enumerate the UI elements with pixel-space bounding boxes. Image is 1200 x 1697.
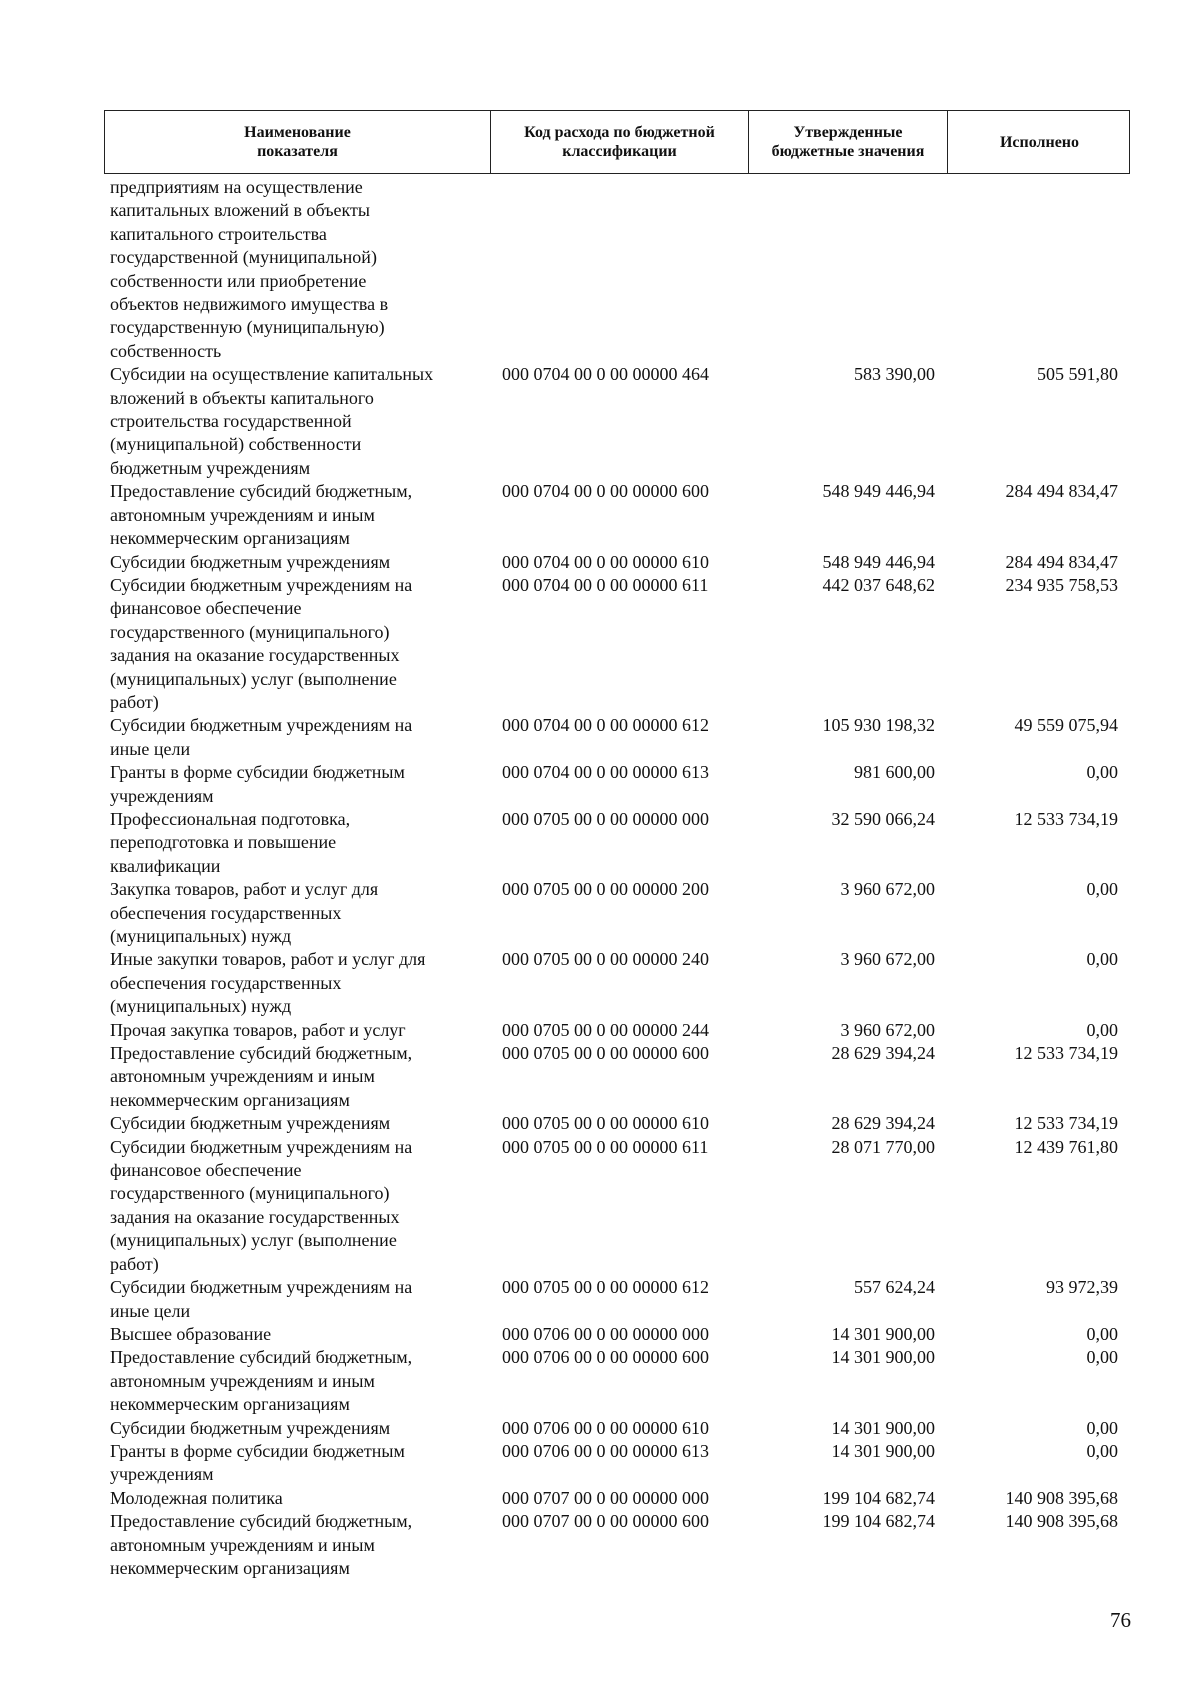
row-name: Закупка товаров, работ и услуг для обеспечения государственных (муниципальных) нужд [110,879,379,946]
row-executed: 49 559 075,94 [1014,715,1118,736]
table-row [104,1346,1130,1416]
table-row [104,714,1130,761]
row-approved: 442 037 648,62 [822,574,935,595]
row-code: 000 0705 00 0 00 00000 612 [502,1277,709,1298]
table-row [104,808,1130,878]
row-executed: 234 935 758,53 [1005,574,1118,595]
table-row [104,480,1130,550]
table-body [104,176,1130,1580]
row-executed [947,176,1130,363]
row-name: Субсидии бюджетным учреждениям на иные цели [110,1277,413,1321]
row-approved: 548 949 446,94 [822,551,935,572]
row-code: 000 0705 00 0 00 00000 000 [502,808,709,829]
row-name: Прочая закупка товаров, работ и услуг [110,1019,406,1040]
row-executed: 505 591,80 [1037,364,1118,385]
header-executed: Исполнено [999,133,1080,151]
row-code: 000 0704 00 0 00 00000 613 [502,762,709,783]
row-name: Субсидии бюджетным учреждениям [110,1113,391,1134]
row-approved: 14 301 900,00 [831,1417,935,1438]
row-code: 000 0705 00 0 00 00000 611 [502,1136,709,1157]
row-approved [748,176,947,363]
page-number: 76 [1110,1608,1131,1632]
row-approved: 14 301 900,00 [831,1323,935,1344]
table-row [104,1042,1130,1112]
row-name: Высшее образование [110,1323,272,1344]
row-code: 000 0707 00 0 00 00000 000 [502,1487,709,1508]
table-row [104,1112,1130,1135]
row-executed: 0,00 [1086,762,1118,783]
row-name: Предоставление субсидий бюджетным, автономным учреждениям и иным некоммерческим организациям [110,1043,413,1110]
row-approved: 583 390,00 [854,364,935,385]
row-code: 000 0706 00 0 00 00000 613 [502,1440,709,1461]
row-approved: 199 104 682,74 [822,1511,935,1532]
table-row [104,1019,1130,1042]
row-approved: 3 960 672,00 [840,949,935,970]
table-row [104,176,1130,363]
row-approved: 14 301 900,00 [831,1347,935,1368]
row-name: Гранты в форме субсидии бюджетным учреждениям [110,1440,405,1485]
row-executed: 0,00 [1086,1347,1118,1368]
row-code: 000 0706 00 0 00 00000 600 [502,1347,709,1368]
row-approved: 14 301 900,00 [831,1440,935,1461]
row-approved: 548 949 446,94 [822,481,935,502]
table-row [104,1510,1130,1580]
row-executed: 140 908 395,68 [1005,1511,1118,1532]
header-name: Наименование показателя [105,111,491,173]
row-executed: 12 533 734,19 [1014,1043,1118,1064]
table-row [104,1417,1130,1440]
row-executed: 0,00 [1086,1019,1118,1040]
row-code: 000 0706 00 0 00 00000 000 [502,1323,709,1344]
table-row [104,1487,1130,1510]
row-name: Профессиональная подготовка, переподготовка и повышение квалификации [110,808,351,876]
row-code: 000 0705 00 0 00 00000 610 [502,1113,709,1134]
table-row [104,1440,1130,1487]
row-code: 000 0704 00 0 00 00000 611 [502,574,709,595]
row-name: Предоставление субсидий бюджетным, автономным учреждениям и иным некоммерческим организациям [110,481,413,549]
row-code: 000 0705 00 0 00 00000 600 [502,1043,709,1064]
row-name: Молодежная политика [110,1487,283,1508]
row-approved: 28 629 394,24 [831,1113,935,1134]
row-executed: 0,00 [1086,1323,1118,1344]
row-approved: 105 930 198,32 [822,715,935,736]
table-row [104,761,1130,808]
row-name: Субсидии на осуществление капитальных вложений в объекты капитального строительства государственной (муниципальной) собственности бюджетным учреждениям [110,364,434,478]
row-name: Субсидии бюджетным учреждениям на иные цели [110,715,413,759]
row-code: 000 0705 00 0 00 00000 240 [502,949,709,970]
row-executed: 0,00 [1086,1417,1118,1438]
row-approved: 557 624,24 [854,1277,935,1298]
table-row [104,1136,1130,1276]
row-name: Предоставление субсидий бюджетным, автономным учреждениям и иным некоммерческим организациям [110,1347,413,1415]
row-executed: 0,00 [1086,879,1118,900]
row-approved: 32 590 066,24 [831,808,935,829]
row-executed: 12 533 734,19 [1014,808,1118,829]
row-executed: 140 908 395,68 [1005,1487,1118,1508]
table-row [104,574,1130,714]
row-code [490,176,748,363]
row-approved: 199 104 682,74 [822,1487,935,1508]
row-code: 000 0704 00 0 00 00000 612 [502,715,709,736]
row-code: 000 0705 00 0 00 00000 244 [502,1019,709,1040]
row-approved: 28 629 394,24 [831,1043,935,1064]
row-approved: 3 960 672,00 [840,1019,935,1040]
row-name: Иные закупки товаров, работ и услуг для обеспечения государственных (муниципальных) нужд [110,949,426,1017]
table-row [104,1276,1130,1323]
header-approved: Утвержденные бюджетные значения [749,111,948,173]
row-code: 000 0707 00 0 00 00000 600 [502,1511,709,1532]
row-code: 000 0706 00 0 00 00000 610 [502,1417,709,1438]
row-executed: 93 972,39 [1046,1277,1118,1298]
table-row [104,363,1130,480]
row-code: 000 0704 00 0 00 00000 464 [502,364,709,385]
row-name: Субсидии бюджетным учреждениям на финансовое обеспечение государственного (муниципального) задания на оказание государственных (муниципальных) услуг (выполнение работ) [110,574,413,712]
row-name: Субсидии бюджетным учреждениям [110,551,391,572]
row-approved: 981 600,00 [854,762,935,783]
row-executed: 284 494 834,47 [1005,481,1118,502]
header-code: Код расхода по бюджетной классификации [491,111,749,173]
row-approved: 28 071 770,00 [831,1136,935,1157]
row-name: Гранты в форме субсидии бюджетным учреждениям [110,762,405,806]
row-approved: 3 960 672,00 [840,879,935,900]
row-executed: 0,00 [1086,1440,1118,1461]
row-code: 000 0704 00 0 00 00000 600 [502,481,709,502]
row-code: 000 0704 00 0 00 00000 610 [502,551,709,572]
table-row [104,948,1130,1018]
row-executed: 12 439 761,80 [1014,1136,1118,1157]
row-executed: 284 494 834,47 [1005,551,1118,572]
row-name: Субсидии бюджетным учреждениям [110,1417,391,1438]
row-executed: 0,00 [1086,949,1118,970]
table-header [104,110,1130,174]
table-row [104,878,1130,948]
table-row [104,1323,1130,1346]
row-name: Субсидии бюджетным учреждениям на финансовое обеспечение государственного (муниципального) задания на оказание государственных (муниципальных) услуг (выполнение работ) [110,1136,413,1274]
table-row [104,551,1130,574]
row-executed: 12 533 734,19 [1014,1113,1118,1134]
row-name: Предоставление субсидий бюджетным, автономным учреждениям и иным некоммерческим организациям [110,1511,413,1578]
row-name: предприятиям на осуществление капитальных вложений в объекты капитального строительства государственной (муниципальной) собственности или приобретение объектов недвижимого имущества в государственную (муниципальную) собственность [110,177,389,361]
row-code: 000 0705 00 0 00 00000 200 [502,879,709,900]
